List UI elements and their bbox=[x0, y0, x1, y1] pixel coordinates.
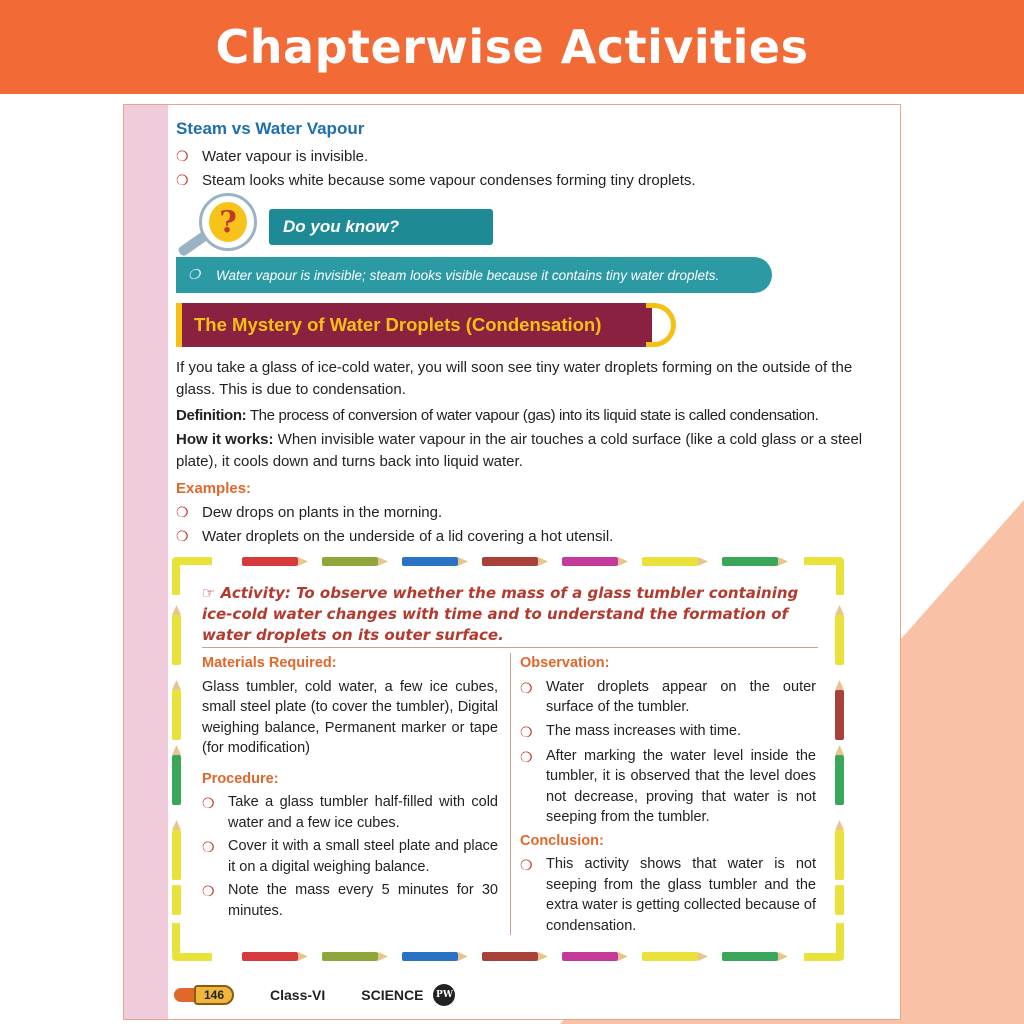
pencil-icon bbox=[242, 557, 788, 566]
observation-heading: Observation: bbox=[520, 655, 610, 671]
list-item: ❍ The mass increases with time. bbox=[520, 721, 816, 743]
section-bullet-list bbox=[176, 145, 866, 193]
examples-heading: Examples: bbox=[176, 480, 252, 497]
book-page bbox=[123, 104, 901, 1020]
materials-heading: Materials Required: bbox=[202, 655, 337, 671]
list-item: ❍ Water droplets appear on the outer surface of the tumbler. bbox=[520, 678, 816, 715]
section-title: Steam vs Water Vapour bbox=[176, 119, 365, 138]
pencil-icon bbox=[242, 952, 788, 961]
page-footer bbox=[174, 979, 574, 1011]
bullet-icon: ❍ bbox=[202, 839, 215, 855]
do-you-know-header bbox=[199, 193, 499, 253]
bullet-icon: ❍ bbox=[176, 172, 189, 188]
chapter-heading: The Mystery of Water Droplets (Condensation) bbox=[176, 303, 652, 347]
list-item: ❍ Take a glass tumbler half-filled with cold water and a few ice cubes. bbox=[202, 794, 498, 831]
definition-label: Definition: bbox=[176, 407, 247, 424]
flame-icon bbox=[174, 988, 196, 1002]
list-item: ❍ Water droplets on the underside of a lid covering a hot utensil. bbox=[176, 525, 866, 549]
how-it-works-paragraph: How it works: When invisible water vapour in the air touches a cold surface (like a cold glass or a steel plate), it cools down and turns back into liquid water. bbox=[176, 431, 863, 470]
bullet-icon: ❍ bbox=[176, 148, 189, 164]
activity-left-column bbox=[202, 653, 498, 924]
do-you-know-box bbox=[176, 257, 772, 293]
activity-divider bbox=[202, 647, 818, 648]
banner-title: Chapterwise Activities bbox=[0, 0, 1024, 94]
materials-text: Glass tumbler, cold water, a few ice cubes, small steel plate (to cover the tumbler), Digital weighing balance, Permanent marker or tape (for modification) bbox=[202, 678, 498, 756]
conclusion-heading: Conclusion: bbox=[520, 832, 604, 849]
bullet-icon: ❍ bbox=[520, 723, 533, 740]
bullet-icon: ❍ bbox=[520, 679, 533, 696]
how-it-works-label: How it works: bbox=[176, 431, 274, 448]
pencil-icon bbox=[172, 605, 181, 915]
do-you-know-text: Water vapour is invisible; steam looks visible because it contains tiny water droplets. bbox=[216, 267, 720, 283]
list-item: ❍ This activity shows that water is not seeping from the glass tumbler and the extra water is getting collected because of condensation. bbox=[520, 856, 817, 934]
intro-paragraph: If you take a glass of ice-cold water, you will soon see tiny water droplets forming on the outside of the glass. This is due to condensation. bbox=[176, 359, 853, 398]
procedure-heading: Procedure: bbox=[202, 770, 279, 787]
rocket-icon bbox=[174, 980, 236, 1010]
activity-title: ☞ Activity: To observe whether the mass of a glass tumbler containing ice-cold water changes with time and to understand the formation of water droplets on its outer surface. bbox=[202, 584, 799, 644]
bullet-icon: ❍ bbox=[202, 883, 215, 899]
class-label: Class-VI bbox=[270, 987, 326, 1003]
magnifier-icon bbox=[199, 193, 257, 251]
bullet-icon: ❍ bbox=[188, 267, 201, 282]
list-item: ❍ Water vapour is invisible. bbox=[176, 145, 866, 169]
bullet-icon: ❍ bbox=[202, 795, 215, 811]
activity-right-column bbox=[520, 653, 816, 939]
list-item: ❍ After marking the water level inside the tumbler, it is observed that the level does not decrease, proving that water is not seeping from the tumbler. bbox=[520, 747, 816, 825]
column-divider bbox=[510, 653, 511, 935]
page-number: 146 bbox=[194, 985, 234, 1005]
bullet-icon: ❍ bbox=[176, 528, 189, 544]
bullet-icon: ❍ bbox=[520, 857, 533, 873]
do-you-know-label: Do you know? bbox=[269, 209, 493, 245]
list-item: ❍ Cover it with a small steel plate and place it on a digital weighing balance. bbox=[202, 838, 498, 875]
list-item: ❍ Steam looks white because some vapour condenses forming tiny droplets. bbox=[176, 169, 866, 193]
bullet-icon: ❍ bbox=[520, 748, 533, 765]
chapter-heading-cap bbox=[646, 303, 676, 347]
bullet-icon: ❍ bbox=[176, 504, 189, 520]
list-item: ❍ Note the mass every 5 minutes for 30 minutes. bbox=[202, 882, 498, 919]
question-mark-icon: ? bbox=[209, 202, 247, 242]
page-margin-strip bbox=[124, 105, 168, 1019]
subject-label: SCIENCE bbox=[361, 987, 424, 1003]
definition-paragraph: Definition: The process of conversion of water vapour (gas) into its liquid state is called condensation. bbox=[176, 407, 819, 424]
pencil-icon bbox=[835, 605, 844, 915]
pw-logo-icon: PW bbox=[433, 984, 455, 1006]
examples-list bbox=[176, 501, 866, 549]
list-item: ❍ Dew drops on plants in the morning. bbox=[176, 501, 866, 525]
